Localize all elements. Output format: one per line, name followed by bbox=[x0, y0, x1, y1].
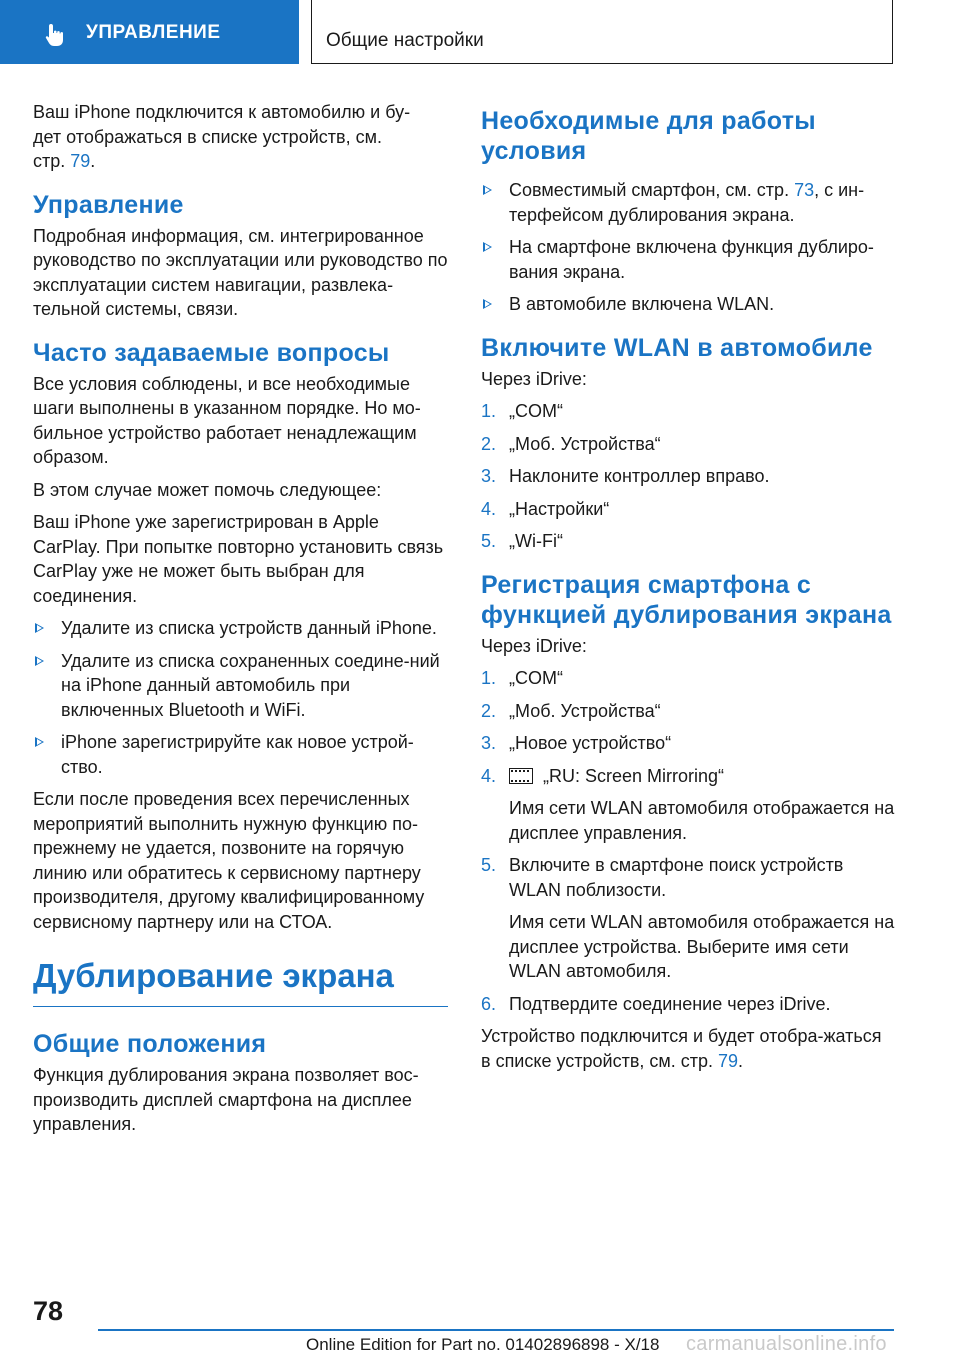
registration-steps-list bbox=[481, 666, 896, 1016]
via-idrive-text: Через iDrive: bbox=[481, 635, 587, 656]
section-label: УПРАВЛЕНИЕ bbox=[86, 22, 221, 43]
edition-text: Online Edition for Part no. 01402896898 - X/18 bbox=[306, 1335, 660, 1354]
intro-paragraph: Ваш iPhone подключится к автомобилю и бу- дет отображаться в списке устройств, см. стр. 79. bbox=[33, 102, 411, 171]
list-item: На смартфоне включена функция дублиро-вания экрана. bbox=[481, 235, 896, 284]
page-reference-link[interactable]: 73 bbox=[794, 180, 815, 200]
faq-paragraph: В этом случае может помочь следующее: bbox=[33, 479, 382, 500]
list-item: 4. „Настройки“ bbox=[481, 498, 610, 519]
section-heading-general: Общие положения bbox=[33, 1030, 267, 1058]
screen-mirroring-icon bbox=[509, 768, 533, 784]
list-item: 4. „RU: Screen Mirroring“ Имя сети WLAN автомобиля отображается на дисплее управления. bbox=[481, 765, 895, 843]
triangle-bullet-icon bbox=[35, 623, 44, 633]
triangle-bullet-icon bbox=[35, 656, 44, 666]
section-heading-registration: Регистрация смартфона с функцией дублирования экрана bbox=[481, 570, 892, 629]
chapter-title: Дублирование экрана bbox=[33, 956, 448, 1007]
list-item: Удалите из списка сохраненных соедине-ний на iPhone данный автомобиль при включенных Bluetooth и WiFi. bbox=[33, 649, 448, 723]
wlan-steps-list bbox=[481, 399, 896, 554]
list-item: Совместимый смартфон, см. стр. 73, с ин-терфейсом дублирования экрана. bbox=[481, 178, 896, 227]
list-item: 5. Включите в смартфоне поиск устройств WLAN поблизости. Имя сети WLAN автомобиля отображается на дисплее устройства. Выберите имя сети WLAN автомобиля. bbox=[481, 855, 895, 981]
watermark: carmanualsonline.info bbox=[686, 1333, 887, 1355]
section-heading-wlan: Включите WLAN в автомобиле bbox=[481, 333, 873, 362]
chapter-label: Общие настройки bbox=[326, 30, 484, 51]
general-paragraph: Функция дублирования экрана позволяет вос-производить дисплей смартфона на дисплее управления. bbox=[33, 1065, 419, 1134]
list-item: 3. „Новое устройство“ bbox=[481, 733, 672, 753]
list-item: 1. „COM“ bbox=[481, 401, 563, 421]
list-item: 1. „COM“ bbox=[481, 668, 563, 688]
chapter-header bbox=[311, 0, 893, 64]
requirements-bullet-list bbox=[481, 178, 896, 317]
page-reference-link[interactable]: 79 bbox=[718, 1050, 739, 1071]
triangle-bullet-icon bbox=[35, 737, 44, 747]
list-item: 2. „Моб. Устройства“ bbox=[481, 700, 661, 721]
section-heading-requirements: Необходимые для работы условия bbox=[481, 107, 816, 165]
faq-paragraph: Все условия соблюдены, и все необходимые шаги выполнены в указанном порядке. Но мо-бильное устройство работает ненадлежащим образом. bbox=[33, 373, 421, 467]
section-heading-control: Управление bbox=[33, 190, 184, 219]
via-idrive-text: Через iDrive: bbox=[481, 368, 587, 389]
section-tab bbox=[0, 0, 299, 64]
list-item: Удалите из списка устройств данный iPhone. bbox=[33, 616, 448, 641]
faq-paragraph: Если после проведения всех перечисленных мероприятий выполнить нужную функцию по-прежнему не удается, позвоните на горячую линию или обратитесь к сервисному партнеру производителя, другому квалифицированному сервисному партнеру или на СТОА. bbox=[33, 789, 425, 932]
section-heading-faq: Часто задаваемые вопросы bbox=[33, 338, 390, 367]
page-number: 78 bbox=[33, 1296, 64, 1326]
triangle-bullet-icon bbox=[483, 299, 492, 309]
list-item: 5. „Wi-Fi“ bbox=[481, 531, 563, 551]
outro-paragraph: Устройство подключится и будет отобра-жаться в списке устройств, см. стр. 79. bbox=[481, 1026, 882, 1071]
faq-bullet-list bbox=[33, 616, 448, 779]
faq-paragraph: Ваш iPhone уже зарегистрирован в Apple CarPlay. При попытке повторно установить связь CarPlay уже не может быть выбран для соединения. bbox=[33, 512, 444, 606]
right-column bbox=[481, 100, 896, 1081]
control-paragraph: Подробная информация, см. интегрированное руководство по эксплуатации или руководство по эксплуатации систем навигации, развлека-тельной системы, связи. bbox=[33, 225, 448, 319]
list-item: 3. Наклоните контроллер вправо. bbox=[481, 466, 770, 486]
list-item: 6. Подтвердите соединение через iDrive. bbox=[481, 993, 831, 1014]
list-item: iPhone зарегистрируйте как новое устрой-ство. bbox=[33, 730, 448, 779]
triangle-bullet-icon bbox=[483, 242, 492, 252]
triangle-bullet-icon bbox=[483, 185, 492, 195]
footer-divider bbox=[98, 1329, 894, 1331]
left-column bbox=[33, 100, 448, 1145]
list-item: 2. „Моб. Устройства“ bbox=[481, 433, 661, 454]
pointing-hand-icon bbox=[42, 22, 68, 48]
list-item: В автомобиле включена WLAN. bbox=[481, 292, 896, 317]
page-reference-link[interactable]: 79 bbox=[70, 151, 91, 171]
